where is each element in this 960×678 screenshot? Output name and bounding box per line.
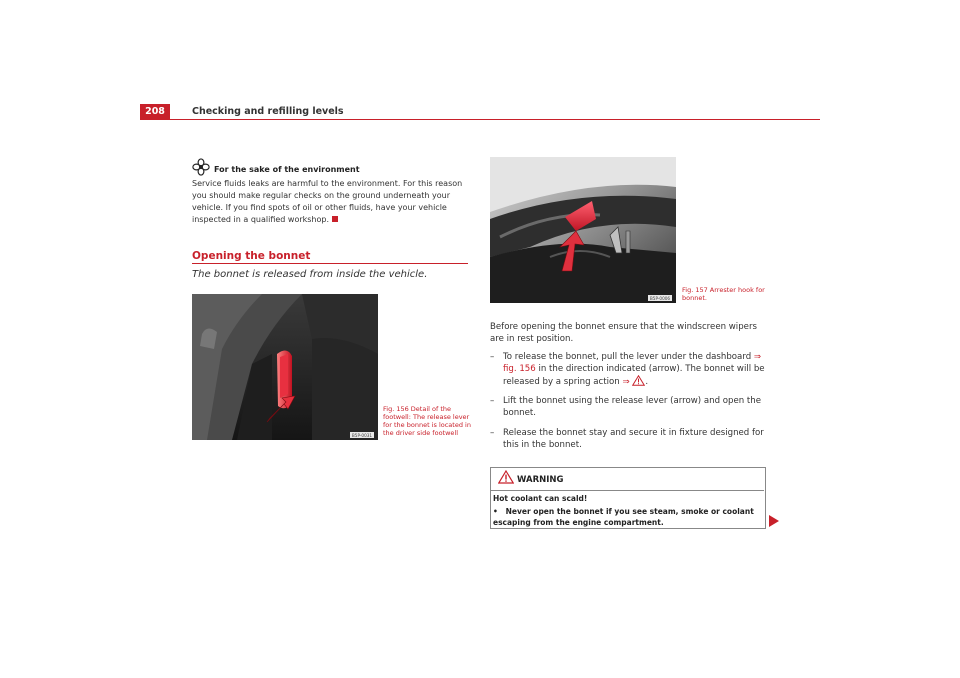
warning-bullet: • Never open the bonnet if you see steam, smoke or coolant escaping from the engine compartment. bbox=[493, 507, 754, 527]
end-of-section-mark bbox=[332, 216, 338, 222]
step-dash: – bbox=[490, 428, 495, 438]
page-number: 208 bbox=[140, 104, 170, 119]
warning-triangle-icon bbox=[498, 470, 514, 484]
step-dash: – bbox=[490, 396, 495, 406]
step-dash: – bbox=[490, 352, 495, 362]
figure-156-footwell-image bbox=[192, 294, 378, 440]
section-rule bbox=[192, 263, 468, 264]
bullet-icon: • bbox=[493, 507, 498, 516]
procedure-step-2: – Lift the bonnet using the release lever (arrow) and open the bonnet. bbox=[490, 396, 762, 418]
figure-157-arrester-hook-image bbox=[490, 157, 676, 303]
environment-note-title: For the sake of the environment bbox=[214, 165, 360, 174]
warning-triangle-icon[interactable] bbox=[632, 375, 645, 386]
procedure-step-3: – Release the bonnet stay and secure it in fixture designed for this in the bonnet. bbox=[490, 428, 764, 450]
figure-157-code: B5P-0006 bbox=[649, 296, 671, 301]
figure-157-caption: Fig. 157 Arrester hook for bonnet. bbox=[682, 286, 765, 302]
warning-title: WARNING bbox=[517, 475, 564, 485]
figure-156-link[interactable]: ⇒ fig. 156 bbox=[503, 352, 762, 374]
section-title: Opening the bonnet bbox=[192, 250, 311, 262]
warning-link-arrow[interactable]: ⇒ bbox=[622, 377, 630, 387]
figure-156-code: B5P-0031 bbox=[351, 433, 373, 438]
flower-icon bbox=[192, 158, 210, 176]
continue-arrow-icon bbox=[769, 515, 779, 527]
section-subtitle: The bonnet is released from inside the vehicle. bbox=[192, 269, 428, 280]
running-title: Checking and refilling levels bbox=[192, 106, 344, 117]
procedure-intro: Before opening the bonnet ensure that the windscreen wipers are in rest position. bbox=[490, 322, 757, 344]
header-rule bbox=[140, 119, 820, 120]
figure-156-caption: Fig. 156 Detail of the footwell: The release lever for the bonnet is located in the driver side footwell bbox=[383, 405, 471, 437]
procedure-step-1: – To release the bonnet, pull the lever under the dashboard ⇒ fig. 156 in the direction indicated (arrow). The bonnet will be released by a spring action ⇒ . bbox=[490, 352, 765, 387]
warning-lead: Hot coolant can scald! bbox=[493, 494, 588, 503]
environment-note-body: Service fluids leaks are harmful to the environment. For this reason you should make regular checks on the ground underneath your vehicle. If you find spots of oil or other fluids, have your vehicle inspected in a qualified workshop. bbox=[192, 179, 463, 224]
